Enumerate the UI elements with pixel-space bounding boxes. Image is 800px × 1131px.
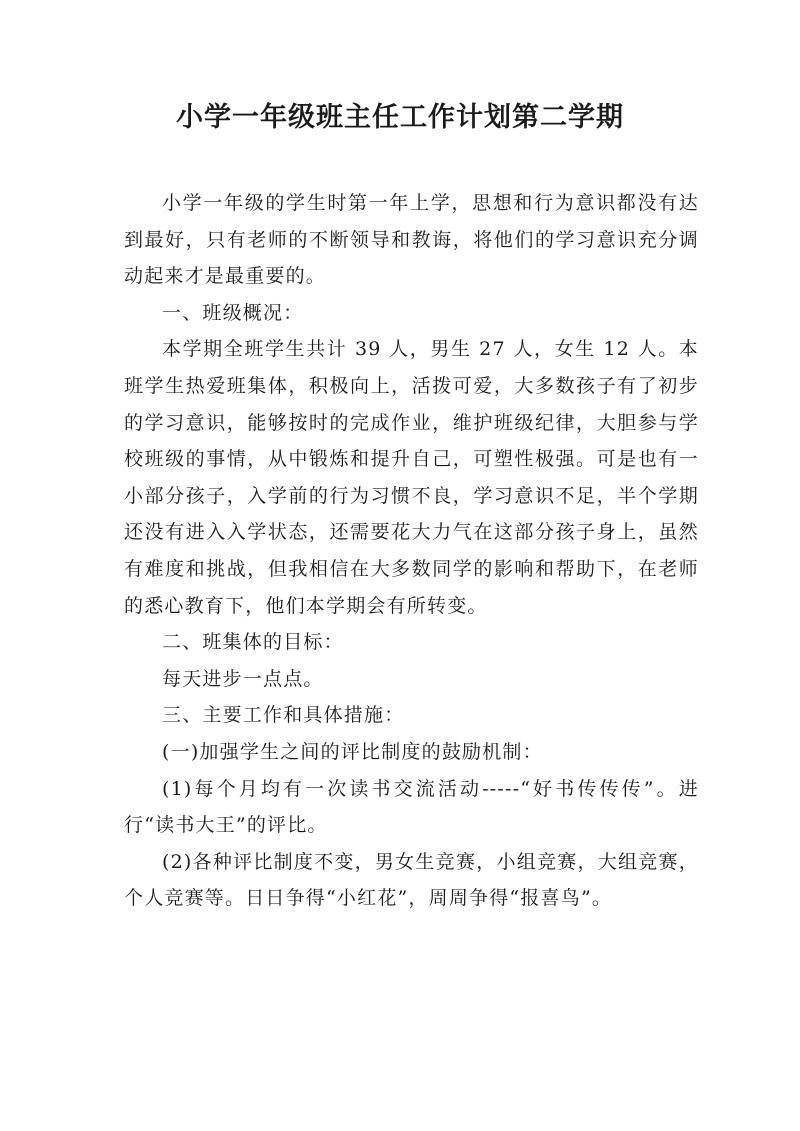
measure-item-1: (1)每个月均有一次读书交流活动-----“好书传传传”。进行“读书大王”的评比。 (124, 777, 699, 837)
section-heading-measures: 三、主要工作和具体措施： (162, 704, 405, 727)
class-goal-paragraph: 每天进步一点点。 (162, 667, 324, 690)
section-heading-class-overview: 一、班级概况： (162, 301, 304, 324)
section-heading-class-goal: 二、班集体的目标： (162, 631, 344, 654)
class-overview-paragraph: 本学期全班学生共计 39 人，男生 27 人，女生 12 人。本班学生热爱班集体，积极向上，活拨可爱，大多数孩子有了初步的学习意识，能够按时的完成作业，维护班级纪律，大胆参与学校班级的事情，从中锻炼和提升自己，可塑性极强。可是也有一小部分孩子，入学前的行为习惯不良，学习意识不足，半个学期还没有进入入学状态，还需要花大力气在这部分孩子身上，虽然有难度和挑战，但我相信在大多数同学的影响和帮助下，在老师的悉心教育下，他们本学期会有所转变。 (124, 338, 699, 617)
measure-item-2: (2)各种评比制度不变，男女生竞赛，小组竞赛，大组竞赛，个人竞赛等。日日争得“小红花”，周周争得“报喜鸟”。 (124, 850, 699, 910)
document-title: 小学一年级班主任工作计划第二学期 (176, 102, 624, 133)
intro-paragraph: 小学一年级的学生时第一年上学，思想和行为意识都没有达到最好，只有老师的不断领导和教诲，将他们的学习意识充分调动起来才是最重要的。 (124, 192, 699, 288)
document-body (124, 185, 699, 917)
subsection-heading-evaluation: (一)加强学生之间的评比制度的鼓励机制： (162, 740, 543, 763)
